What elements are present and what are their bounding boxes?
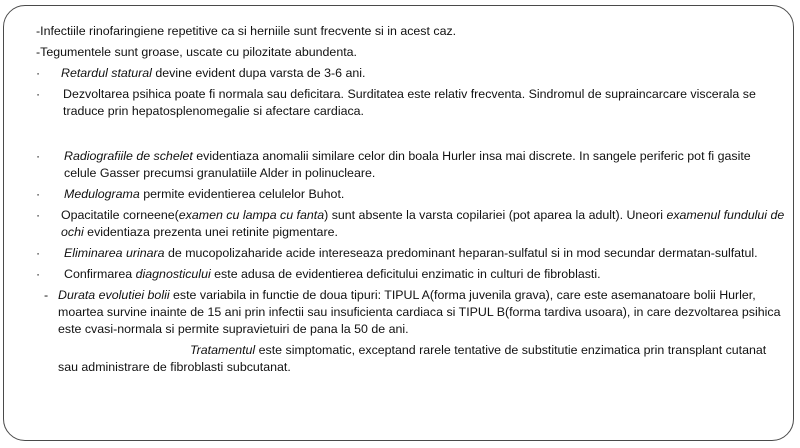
bullet-growth-retardation: · Retardul statural devine evident dupa varsta de 3-6 ani. (36, 66, 366, 80)
bullet-skeleton-radiography: · Radiografiile de schelet evidentiaza anomalii similare celor din boala Hurler insa mai discrete. In sangele periferic pot fi gasite celule Gasser precumsi granulatiile Alder in polinucleare. (36, 149, 751, 180)
bullet-diagnosis-confirmation: · Confirmarea diagnosticului este adusa de evidentierea deficitului enzimatic in culturi de fibroblasti. (36, 267, 601, 281)
bullet-mark: · (36, 187, 41, 201)
bullet-mark: · (36, 66, 41, 80)
bullet-mark: · (36, 267, 41, 281)
bullet-psychic-development: · Dezvoltarea psihica poate fi normala sau deficitara. Surditatea este relativ frecventa. Sindromul de supraincarcare viscerala se traduce prin hepatosplenomegalie si afectare cardiaca. (36, 87, 756, 118)
line-infections: -Infectiile rinofaringiene repetitive ca si herniile sunt frecvente si in acest caz. (36, 24, 457, 38)
line-skin: -Tegumentele sunt groase, uscate cu pilozitate abundenta. (36, 45, 357, 59)
bullet-mark: · (36, 87, 41, 101)
paragraph-disease-duration: - Durata evolutiei bolii este variabila in functie de doua tipuri: TIPUL A(forma juvenila grava), care este asemanatoare bolii Hurler, moartea survine inainte de 15 ani prin infectii sau insuficienta cardiaca si TIPUL B(forma tardiva usoara), in care dezvoltarea psihica este cvasi-normala si permite supravietuiri de pana la 50 de ani. (44, 288, 781, 336)
bullet-urinary-elimination: · Eliminarea urinara de mucopolizaharide acide intereseaza predominant heparan-sulfatul si in mod secundar dermatan-sulfatul. (36, 246, 758, 260)
dash-mark: - (44, 288, 49, 302)
paragraph-treatment: Tratamentul este simptomatic, exceptand rarele tentative de substitutie enzimatica prin transplant cutanat sau administrare de fibroblasti subcutanat. (58, 343, 767, 374)
document-body (36, 23, 786, 376)
bullet-mark: · (36, 246, 41, 260)
bullet-mark: · (36, 208, 41, 222)
bullet-medulogram: · Medulograma permite evidentierea celulelor Buhot. (36, 187, 345, 201)
bullet-corneal-opacities: · Opacitatile corneene(examen cu lampa cu fanta) sunt absente la varsta copilariei (pot aparea la adult). Uneori examenul fundului de ochi evidentiaza prezenta unei retinite pigmentare. (36, 208, 785, 239)
bullet-mark: · (36, 149, 41, 163)
